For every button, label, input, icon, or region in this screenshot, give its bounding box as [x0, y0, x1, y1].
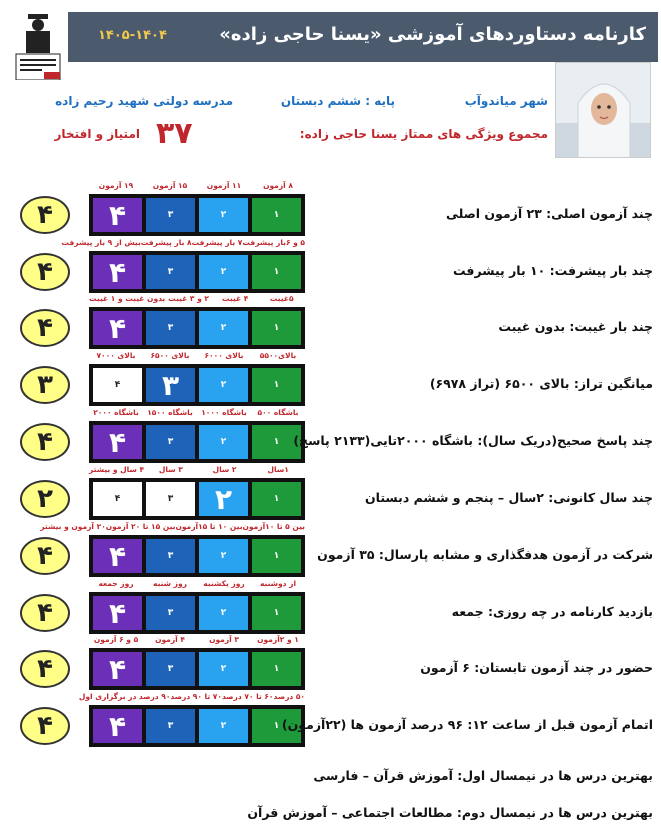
- threshold-label: ۲ و ۳ غیبت: [168, 294, 209, 303]
- threshold-label: ۶۰ تا ۷۰ درصد: [221, 692, 274, 701]
- level-cell: ۴: [93, 709, 142, 743]
- level-cell: ۲: [199, 539, 248, 573]
- level-cell: ۲: [199, 311, 248, 345]
- score-circle: ۴: [20, 537, 70, 575]
- level-strip: [89, 251, 305, 293]
- threshold-label: ۱سال: [267, 465, 289, 474]
- threshold-label: ۸ آزمون: [263, 181, 293, 190]
- threshold-label: باشگاه ۱۵۰۰: [147, 408, 193, 417]
- threshold-label: بالای۵۵۰۰: [259, 351, 297, 360]
- row-threshold-labels: [89, 351, 305, 360]
- level-strip: [89, 194, 305, 236]
- level-cell: ۱: [252, 255, 301, 289]
- threshold-label: بین ۱۰ تا ۱۵آزمون: [175, 522, 243, 531]
- kanoon-logo: [14, 14, 62, 80]
- threshold-label: ۵ و ۶ آزمون: [93, 635, 139, 644]
- level-strip: [89, 421, 305, 463]
- threshold-label: باشگاه ۱۰۰۰: [201, 408, 247, 417]
- academic-years: ۱۴۰۵-۱۴۰۴: [98, 28, 167, 43]
- threshold-label: بین ۱۵ تا ۲۰ آزمون: [105, 522, 176, 531]
- level-strip: [89, 478, 305, 520]
- level-strip: [89, 705, 305, 747]
- level-cell: ۳: [146, 596, 195, 630]
- row-threshold-labels: [89, 181, 305, 190]
- level-strip: [89, 307, 305, 349]
- threshold-label: بالای ۶۰۰۰: [204, 351, 244, 360]
- level-cell: ۳: [146, 311, 195, 345]
- city-label: شهر میاندوآب: [464, 94, 548, 108]
- row-threshold-labels: [40, 522, 305, 531]
- score-circle: ۴: [20, 594, 70, 632]
- best-lessons-second-half: بهترین درس ها در نیمسال دوم: مطالعات اجتماعی – آموزش قرآن: [247, 805, 653, 820]
- level-cell: ۴: [93, 368, 142, 402]
- student-photo: [555, 62, 651, 158]
- threshold-label: ۱ و ۲آزمون: [257, 635, 299, 644]
- level-cell: ۳: [146, 198, 195, 232]
- achievement-question: اتمام آزمون قبل از ساعت ۱۲: ۹۶ درصد آزمون ها (۲۲آزمون): [281, 717, 653, 732]
- threshold-label: بین ۵ تا ۱۰آزمون: [242, 522, 305, 531]
- achievement-question: چند سال کانونی: ۲سال – پنجم و ششم دبستان: [364, 490, 653, 505]
- achievement-question: میانگین تراز: بالای ۶۵۰۰ (تراز ۶۹۷۸): [429, 376, 653, 391]
- level-cell: ۳: [146, 482, 195, 516]
- threshold-label: باشگاه ۲۰۰۰: [93, 408, 139, 417]
- level-cell: ۴: [93, 311, 142, 345]
- threshold-label: بدون غیبت و ۱ غیبت: [88, 294, 166, 303]
- best-lessons-first-half: بهترین درس ها در نیمسال اول: آموزش قرآن – فارسی: [313, 768, 653, 783]
- level-cell: ۴: [93, 198, 142, 232]
- achievement-question: حضور در چند آزمون تابستان: ۶ آزمون: [420, 660, 653, 675]
- level-cell: ۱: [252, 368, 301, 402]
- level-cell: ۱: [252, 425, 301, 459]
- total-score: ۳۷: [156, 116, 193, 151]
- achievement-question: چند آزمون اصلی: ۲۳ آزمون اصلی: [445, 206, 653, 221]
- row-threshold-labels: [89, 294, 305, 303]
- level-strip: [89, 535, 305, 577]
- threshold-label: ۷ بار پیشرفت: [191, 238, 243, 247]
- row-threshold-labels: [61, 238, 305, 247]
- threshold-label: ۱۱ آزمون: [206, 181, 242, 190]
- level-cell: ۲: [199, 425, 248, 459]
- score-circle: ۲: [20, 480, 70, 518]
- level-cell: ۱: [252, 482, 301, 516]
- level-cell: ۴: [93, 539, 142, 573]
- total-label: مجموع ویژگی های ممتاز یسنا حاجی زاده:: [299, 127, 548, 141]
- level-cell: ۲: [199, 368, 248, 402]
- score-circle: ۴: [20, 253, 70, 291]
- level-cell: ۳: [146, 652, 195, 686]
- threshold-label: ۴ غیبت: [221, 294, 249, 303]
- achievement-question: بازدید کارنامه در چه روزی: جمعه: [451, 604, 653, 619]
- level-cell: ۲: [199, 198, 248, 232]
- threshold-label: روز شنبه: [153, 579, 187, 588]
- grade-label: پایه : ششم دبستان: [280, 94, 395, 108]
- level-cell: ۳: [146, 425, 195, 459]
- threshold-label: ۴ سال و بیشتر: [89, 465, 145, 474]
- level-cell: ۱: [252, 596, 301, 630]
- row-threshold-labels: [78, 692, 305, 701]
- threshold-label: بالای ۶۵۰۰: [150, 351, 190, 360]
- level-cell: ۴: [93, 425, 142, 459]
- level-cell: ۱: [252, 198, 301, 232]
- threshold-label: ۳ آزمون: [209, 635, 239, 644]
- achievement-question: چند بار غیبت: بدون غیبت: [498, 319, 653, 334]
- achievement-question: چند پاسخ صحیح(دریک سال): باشگاه ۲۰۰۰تایی(۲۱۳۳ پاسخ): [293, 433, 653, 448]
- score-circle: ۴: [20, 707, 70, 745]
- level-cell: ۴: [93, 482, 142, 516]
- threshold-label: ۸ بار پیشرفت: [140, 238, 192, 247]
- level-cell: ۴: [93, 255, 142, 289]
- level-cell: ۴: [93, 596, 142, 630]
- threshold-label: ۵۰ درصد: [273, 692, 305, 701]
- achievement-question: شرکت در آزمون هدفگذاری و مشابه پارسال: ۳۵ آزمون: [317, 547, 653, 562]
- score-circle: ۴: [20, 196, 70, 234]
- threshold-label: ۳ سال: [158, 465, 183, 474]
- page-title: کارنامه دستاوردهای آموزشی «یسنا حاجی زاده»: [219, 24, 646, 45]
- threshold-label: ۱۵ آزمون: [152, 181, 188, 190]
- threshold-label: ۴ آزمون: [155, 635, 185, 644]
- threshold-label: باشگاه ۵۰۰: [257, 408, 299, 417]
- total-suffix: امتیاز و افتخار: [54, 127, 140, 141]
- level-cell: ۱: [252, 652, 301, 686]
- school-label: مدرسه دولتی شهید رحیم زاده: [55, 94, 233, 108]
- threshold-label: از دوشنبه: [259, 579, 297, 588]
- score-circle: ۳: [20, 366, 70, 404]
- level-cell: ۲: [199, 652, 248, 686]
- threshold-label: ۹۰ درصد در برگزاری اول: [78, 692, 171, 701]
- threshold-label: ۵ و ۶بار پیشرفت: [242, 238, 305, 247]
- threshold-label: روز جمعه: [98, 579, 134, 588]
- level-cell: ۳: [146, 709, 195, 743]
- level-strip: [89, 364, 305, 406]
- threshold-label: ۱۹ آزمون: [98, 181, 134, 190]
- threshold-label: ۲۰ آزمون و بیشتر: [40, 522, 106, 531]
- threshold-label: بالای ۷۰۰۰: [96, 351, 136, 360]
- score-circle: ۴: [20, 309, 70, 347]
- row-threshold-labels: [89, 465, 305, 474]
- level-cell: ۳: [146, 368, 195, 402]
- level-cell: ۳: [146, 255, 195, 289]
- header-bar: [68, 12, 658, 62]
- level-strip: [89, 648, 305, 690]
- level-cell: ۲: [199, 596, 248, 630]
- score-circle: ۴: [20, 423, 70, 461]
- threshold-label: ۵غیبت: [269, 294, 294, 303]
- score-circle: ۴: [20, 650, 70, 688]
- row-threshold-labels: [89, 408, 305, 417]
- level-cell: ۲: [199, 709, 248, 743]
- threshold-label: روز یکشنبه: [203, 579, 245, 588]
- level-cell: ۱: [252, 539, 301, 573]
- threshold-label: ۲ سال: [212, 465, 237, 474]
- threshold-label: ۷۰ تا ۹۰ درصد: [170, 692, 222, 701]
- level-strip: [89, 592, 305, 634]
- level-cell: ۲: [199, 255, 248, 289]
- level-cell: ۳: [146, 539, 195, 573]
- row-threshold-labels: [89, 635, 305, 644]
- row-threshold-labels: [89, 579, 305, 588]
- level-cell: ۴: [93, 652, 142, 686]
- threshold-label: بیش از ۹ بار پیشرفت: [61, 238, 141, 247]
- achievement-question: چند بار پیشرفت: ۱۰ بار پیشرفت: [453, 263, 653, 278]
- level-cell: ۱: [252, 311, 301, 345]
- level-cell: ۱: [252, 709, 301, 743]
- level-cell: ۲: [199, 482, 248, 516]
